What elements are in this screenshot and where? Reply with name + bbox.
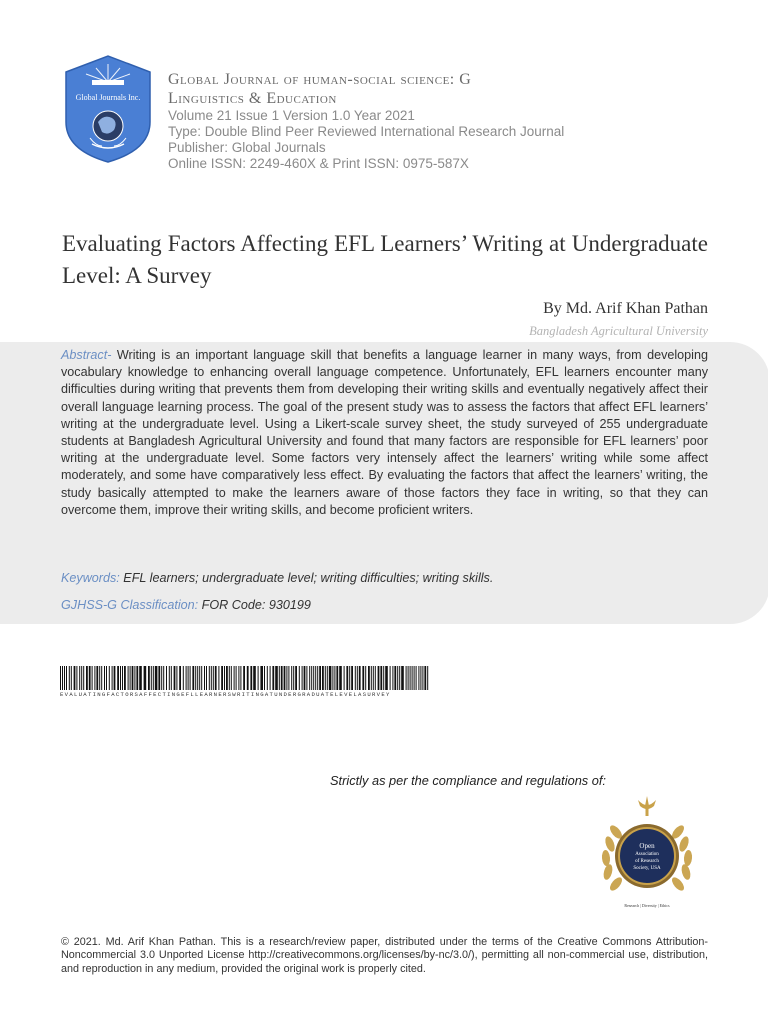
barcode-icon — [60, 666, 430, 690]
compliance-note: Strictly as per the compliance and regulations of: — [330, 773, 606, 788]
barcode-text: EVALUATINGFACTORSAFFECTINGEFLLEARNERSWRITINGATUNDERGRADUATELEVELASURVEY — [60, 691, 391, 698]
logo-text: Global Journals Inc. — [75, 93, 141, 102]
classification-text: FOR Code: 930199 — [198, 598, 311, 612]
journal-title-line2: Linguistics & Education — [168, 90, 337, 107]
journal-header — [168, 70, 728, 172]
global-journals-logo — [62, 52, 154, 164]
issn: Online ISSN: 2249-460X & Print ISSN: 0975-587X — [168, 156, 469, 171]
abstract-text: Writing is an important language skill that benefits a language learner in many ways, from developing vocabulary knowledge to enhancing overall language competence. Unfortunately, EFL learners encounter many difficulties during writing that prevents them from developing their writing skills and eventually negatively affect their overall language learning process. The goal of the present study was to assess the factors that affect EFL learners’ writing at the undergraduate level. Using a Likert-scale survey sheet, the study surveyed of 255 undergraduate students at Bangladesh Agricultural University and found that many factors are responsible for EFL learners’ poor writing at the undergraduate level. Some factors very intensely affect the learners’ writing while some affect moderately, and some have comparatively less effect. By evaluating the factors that affect the learners’ writing, the study basically attempted to make the learners aware of those factors they face in writing, so that they can overcome them, improve their writing skills, and become proficient writers. — [61, 348, 708, 517]
keywords-text: EFL learners; undergraduate level; writing difficulties; writing skills. — [119, 571, 494, 585]
keywords — [61, 571, 493, 585]
oars-logo — [592, 792, 702, 912]
paper-title: Evaluating Factors Affecting EFL Learners’ Writing at Undergraduate Level: A Survey — [62, 231, 708, 288]
oars-line4: Society, USA — [633, 866, 661, 871]
volume-info: Volume 21 Issue 1 Version 1.0 Year 2021 — [168, 108, 415, 123]
author-byline: By Md. Arif Khan Pathan — [543, 300, 708, 317]
classification-label: GJHSS-G Classification: — [61, 598, 199, 612]
classification — [61, 598, 311, 612]
journal-type: Type: Double Blind Peer Reviewed International Research Journal — [168, 124, 565, 139]
copyright-footer: © 2021. Md. Arif Khan Pathan. This is a research/review paper, distributed under the terms of the Creative Commons Attribution-Noncommercial 3.0 Unported License http://creativecommons.org/licenses/by-nc/3.0/), permitting all non-commercial use, distribution, and reproduction in any medium, provided the original work is properly cited. — [61, 936, 708, 975]
keywords-label: Keywords: — [61, 571, 120, 585]
oars-line1: Open — [639, 842, 655, 850]
publisher: Publisher: Global Journals — [168, 140, 326, 155]
abstract — [61, 347, 708, 519]
oars-line2: Association — [635, 852, 659, 857]
abstract-label: Abstract- — [61, 348, 112, 362]
oars-line3: of Research — [635, 859, 659, 864]
journal-title-line1: Global Journal of human-social science: G — [168, 71, 472, 88]
oars-motto: Research | Diversity | Ethics — [624, 903, 670, 908]
author-affiliation: Bangladesh Agricultural University — [529, 324, 708, 338]
